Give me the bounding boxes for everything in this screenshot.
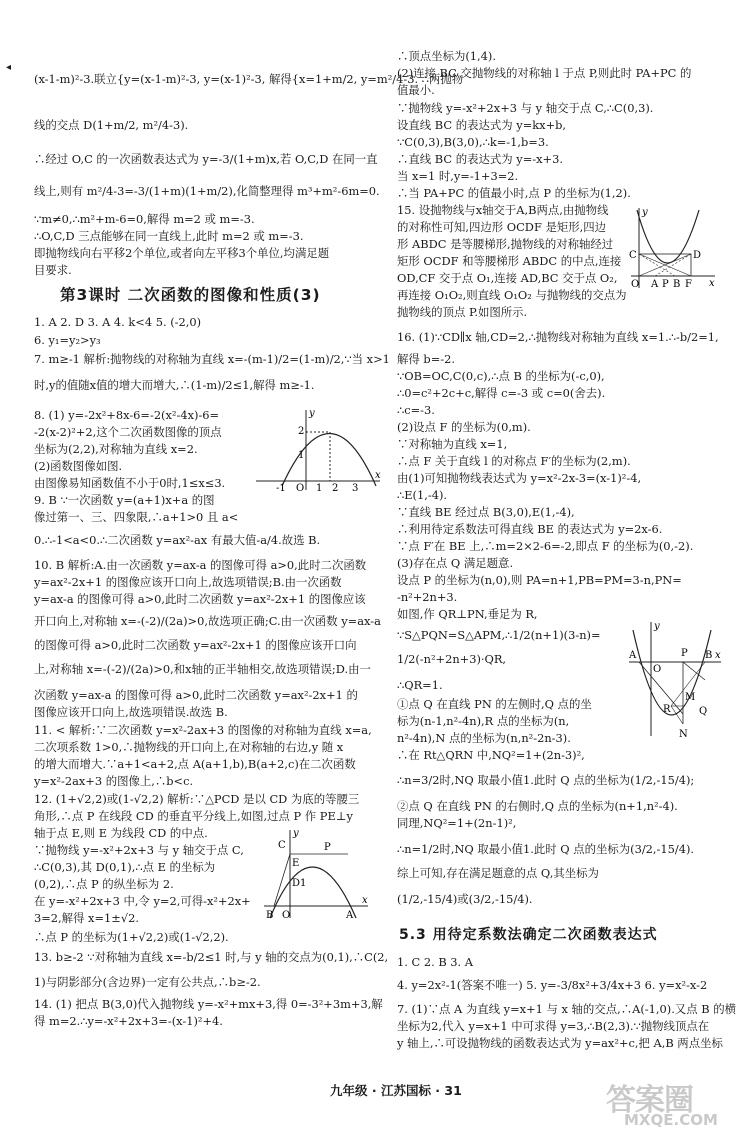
text-line: 形 ABDC 是等腰梯形,抛物线的对称轴经过 xyxy=(397,237,614,251)
text-line: 7. (1)∵点 A 为直线 y=x+1 与 x 轴的交点,∴A(-1,0).又点 B 的横 xyxy=(397,1002,736,1016)
parabola-figure-q15 xyxy=(629,206,719,290)
point-label: Q xyxy=(699,706,708,717)
text-line: ∴经过 O,C 的一次函数表达式为 y=-3/(1+m)x,若 O,C,D 在同一直 xyxy=(34,152,378,166)
point-label: N xyxy=(679,729,688,740)
watermark-text: 答案圈 xyxy=(606,1083,693,1118)
tick-label: 2 xyxy=(332,483,339,492)
text-line: 8. (1) y=-2x²+8x-6=-2(x²-4x)-6= xyxy=(34,408,220,422)
tick-label: 1 xyxy=(298,450,305,461)
text-line: 设直线 BC 的表达式为 y=kx+b, xyxy=(397,118,567,132)
text-line: ∴n=1/2时,NQ 取最小值1.此时 Q 点的坐标为(3/2,-15/4). xyxy=(397,842,695,856)
text-line: 开口向上,对称轴 x=-(-2)/(2a)>0,故选项正确;C.由一次函数 y=ax-a xyxy=(34,614,381,628)
text-line: ∴利用待定系数法可得直线 BE 的表达式为 y=2x-6. xyxy=(397,522,663,536)
tick-label: 2 xyxy=(298,426,305,437)
text-line: 线上,则有 m²/4-3=-3/(1+m)(1+m/2),化简整理得 m³+m²-6m=0. xyxy=(34,184,380,198)
text-line: -2(x-2)²+2,这个二次函数图像的顶点 xyxy=(34,425,222,439)
tick-label: -1 xyxy=(276,483,286,492)
text-line: ∵m≠0,∴m²+m-6=0,解得 m=2 或 m=-3. xyxy=(34,212,255,226)
text-line: 12. (1+√2,2)或(1-√2,2) 解析:∵△PCD 是以 CD 为底的等腰三 xyxy=(34,792,360,806)
text-line: 时,y的值随x值的增大而增大,∴(1-m)/2≤1,解得 m≥-1. xyxy=(34,378,315,392)
point-label: A xyxy=(629,650,637,661)
text-line: ②点 Q 在直线 PN 的右侧时,Q 点的坐标为(n+1,n²-4). xyxy=(397,799,678,813)
text-line: ∵对称轴为直线 x=1, xyxy=(397,437,508,451)
text-line: 即抛物线向右平移2个单位,或者向左平移3个单位,均满足题 xyxy=(34,246,330,260)
parabola-figure-q8 xyxy=(252,406,384,492)
text-line: 16. (1)∵CD∥x 轴,CD=2,∴抛物线对称轴为直线 x=1.∴-b/2=1, xyxy=(397,330,719,344)
text-line: 坐标为(2,2),对称轴为直线 x=2. xyxy=(34,442,198,456)
text-line: 矩形 OCDF 和等腰梯形 ABDC 的中点,连接 xyxy=(397,254,622,268)
text-line: 再连接 O₁O₂,则直线 O₁O₂ 与抛物线的交点为 xyxy=(397,288,627,302)
text-line: 由(1)可知抛物线表达式为 y=x²-2x-3=(x-1)²-4, xyxy=(397,471,642,485)
text-line: 同理,NQ²=1+(2n-1)², xyxy=(397,816,517,830)
axis-label: y xyxy=(654,621,660,632)
text-line: (0,2),∴点 P 的纵坐标为 2. xyxy=(34,877,174,891)
text-line: ∵OB=OC,C(0,c),∴点 B 的坐标为(-c,0), xyxy=(397,369,605,383)
text-line: ∴直线 BC 的表达式为 y=-x+3. xyxy=(397,152,563,166)
text-line: ∵直线 BE 经过点 B(3,0),E(1,-4), xyxy=(397,505,575,519)
text-line: 1/2(-n²+2n+3)·QR, xyxy=(397,652,507,666)
tick-label: 3 xyxy=(352,483,359,492)
point-label: E xyxy=(292,858,300,869)
point-label: C xyxy=(278,840,286,851)
text-line: 像过第一、三、四象限,∴a+1>0 且 a< xyxy=(34,510,239,524)
text-line: y=ax²-2x+1 的图像应该开口向上,故选项错误;B.由一次函数 xyxy=(34,575,342,589)
text-line: 的图像可得 a>0,此时二次函数 y=ax²-2x+1 的图像应该开口向 xyxy=(34,638,357,652)
watermark-url: MXQE.COM xyxy=(624,1111,718,1129)
text-line: 由图像易知函数值不小于0时,1≤x≤3. xyxy=(34,476,226,490)
text-line: 的对称性可知,四边形 OCDF 是矩形,四边 xyxy=(397,220,607,234)
point-label: P xyxy=(324,842,331,853)
text-line: 6. y₁=y₂>y₃ xyxy=(34,333,101,347)
axis-label: x xyxy=(362,895,368,906)
text-line: 线的交点 D(1+m/2, m²/4-3). xyxy=(34,118,189,132)
point-label: P xyxy=(681,648,688,659)
axis-label: x xyxy=(715,650,721,661)
text-line: 在 y=-x²+2x+3 中,令 y=2,可得-x²+2x+ xyxy=(34,894,251,908)
text-line: ∴点 P 的坐标为(1+√2,2)或(1-√2,2). xyxy=(34,930,229,944)
text-line: 次函数 y=ax-a 的图像可得 a>0,此时二次函数 y=ax²-2x+1 的 xyxy=(34,688,358,702)
text-line: 如图,作 QR⊥PN,垂足为 R, xyxy=(397,607,538,621)
text-line: 13. b≥-2 ∵对称轴为直线 x=-b/2≤1 时,与 y 轴的交点为(0,1),∴C(2, xyxy=(34,950,389,964)
parabola-figure-q16 xyxy=(627,620,723,740)
tick-label: 1 xyxy=(300,878,307,889)
text-line: ∴QR=1. xyxy=(397,678,443,692)
text-line: 4. y=2x²-1(答案不唯一) 5. y=-3/8x²+3/4x+3 6. y=x²-x-2 xyxy=(397,978,708,992)
text-line: 标为(n-1,n²-4n),R 点的坐标为(n, xyxy=(397,714,570,728)
text-line: 角形,∴点 P 在线段 CD 的垂直平分线上,如图,过点 P 作 PE⊥y xyxy=(34,809,353,823)
point-label: A xyxy=(651,279,659,290)
text-line: 综上可知,存在满足题意的点 Q,其坐标为 xyxy=(397,866,599,880)
text-line: 1. C 2. B 3. A xyxy=(397,955,474,969)
text-line: ∵C(0,3),B(3,0),∴k=-1,b=3. xyxy=(397,135,549,149)
margin-mark: ◂ xyxy=(6,62,12,73)
text-line: 上,对称轴 x=-(-2)/(2a)>0,和x轴的正半轴相交,故选项错误;D.由一 xyxy=(34,662,371,676)
text-line: y=ax-a 的图像可得 a>0,此时二次函数 y=ax²-2x+1 的图像应该 xyxy=(34,592,366,606)
text-line: y 轴上,∴可设抛物线的函数表达式为 y=ax²+c,把 A,B 两点坐标 xyxy=(397,1036,723,1050)
text-line: 目要求. xyxy=(34,263,72,277)
text-line: ∵抛物线 y=-x²+2x+3 与 y 轴交于点 C, xyxy=(34,843,244,857)
text-line: n²-4n),N 点的坐标为(n,n²-2n-3). xyxy=(397,731,571,745)
text-line: 0.∴-1<a<0.∴二次函数 y=ax²-ax 有最大值-a/4.故选 B. xyxy=(34,533,321,547)
text-line: ∴E(1,-4). xyxy=(397,488,448,502)
text-line: 9. B ∵一次函数 y=(a+1)x+a 的图 xyxy=(34,493,215,507)
text-line: 当 x=1 时,y=-1+3=2. xyxy=(397,169,519,183)
page-footer: 九年级 · 江苏国标 · 31 xyxy=(330,1083,462,1098)
text-line: ∴顶点坐标为(1,4). xyxy=(397,49,496,63)
text-line: 图像应该开口向上,故选项错误.故选 B. xyxy=(34,705,228,719)
text-line: ∴C(0,3),其 D(0,1),∴点 E 的坐标为 xyxy=(34,860,216,874)
text-line: 轴于点 E,则 E 为线段 CD 的中点. xyxy=(34,826,208,840)
axis-label: y xyxy=(293,828,299,839)
text-line: 抛物线的顶点 P.如图所示. xyxy=(397,305,528,319)
text-line: ∴在 Rt△QRN 中,NQ²=1+(2n-3)², xyxy=(397,748,585,762)
text-line: (2)函数图像如图. xyxy=(34,459,123,473)
text-line: 15. 设抛物线与x轴交于A,B两点,由抛物线 xyxy=(397,203,609,217)
text-line: -n²+2n+3. xyxy=(397,590,458,604)
point-label: M xyxy=(685,692,696,703)
text-line: ∴当 PA+PC 的值最小时,点 P 的坐标为(1,2). xyxy=(397,186,631,200)
text-line: 10. B 解析:A.由一次函数 y=ax-a 的图像可得 a>0,此时二次函数 xyxy=(34,558,367,572)
point-label: B xyxy=(705,650,713,661)
point-label: C xyxy=(629,250,637,261)
text-line: 二次项系数 1>0,∴抛物线的开口向上,在对称轴的右边,y 随 x xyxy=(34,740,344,754)
text-line: 1. A 2. D 3. A 4. k<4 5. (-2,0) xyxy=(34,315,202,329)
axis-label: x xyxy=(709,278,715,289)
text-line: (1/2,-15/4)或(3/2,-15/4). xyxy=(397,892,533,906)
text-line: ∴c=-3. xyxy=(397,403,435,417)
section-heading: 第3课时 二次函数的图像和性质(3) xyxy=(60,286,321,304)
parabola-figure-q12 xyxy=(262,826,372,922)
text-line: 设点 P 的坐标为(n,0),则 PA=n+1,PB=PM=3-n,PN= xyxy=(397,573,682,587)
point-label: D xyxy=(292,878,301,889)
text-line: 14. (1) 把点 B(3,0)代入抛物线 y=-x²+mx+3,得 0=-3²+3m+3,解 xyxy=(34,997,383,1011)
text-line: ①点 Q 在直线 PN 的左侧时,Q 点的坐 xyxy=(397,697,592,711)
section-heading: 5.3 用待定系数法确定二次函数表达式 xyxy=(399,927,658,943)
origin-label: O xyxy=(653,664,662,675)
text-line: (2)设点 F 的坐标为(0,m). xyxy=(397,420,531,434)
text-line: ∵抛物线 y=-x²+2x+3 与 y 轴交于点 C,∴C(0,3). xyxy=(397,101,654,115)
origin-label: O xyxy=(296,483,305,492)
text-line: OD,CF 交于点 O₁,连接 AD,BC 交于点 O₂, xyxy=(397,271,618,285)
text-line: (2)连接 BC 交抛物线的对称轴 l 于点 P,则此时 PA+PC 的 xyxy=(397,66,692,80)
point-label: R xyxy=(663,704,671,715)
origin-label: O xyxy=(282,910,291,921)
text-line: ∵点 F′在 BE 上,∴m=2×2-6=-2,即点 F 的坐标为(0,-2). xyxy=(397,539,694,553)
point-label: P xyxy=(662,279,669,290)
point-label: D xyxy=(693,250,702,261)
point-label: B xyxy=(266,910,274,921)
text-line: (x-1-m)²-3.联立{y=(x-1-m)²-3, y=(x-1)²-3, 解得{x=1+m/2, y=m²/4-3. ∴两抛物 xyxy=(34,72,464,86)
point-label: B xyxy=(673,279,681,290)
text-line: 7. m≥-1 解析:抛物线的对称轴为直线 x=-(m-1)/2=(1-m)/2,∵当 x>1 xyxy=(34,352,390,366)
axis-label: x xyxy=(375,470,381,481)
text-line: 1)与阴影部分(含边界)一定有公共点,∴b≥-2. xyxy=(34,975,261,989)
text-line: 值最小. xyxy=(397,83,435,97)
text-line: ∴0=c²+2c+c,解得 c=-3 或 c=0(舍去). xyxy=(397,386,606,400)
text-line: 11. < 解析:∵二次函数 y=x²-2ax+3 的图像的对称轴为直线 x=a, xyxy=(34,723,372,737)
text-line: 3=2,解得 x=1±√2. xyxy=(34,911,139,925)
text-line: ∴n=3/2时,NQ 取最小值1.此时 Q 点的坐标为(1/2,-15/4); xyxy=(397,773,695,787)
text-line: 坐标为2,代入 y=x+1 中可求得 y=3,∴B(2,3).∵抛物线顶点在 xyxy=(397,1019,710,1033)
text-line: ∵S△PQN=S△APM,∴1/2(n+1)(3-n)= xyxy=(397,628,601,642)
text-line: ∴点 F 关于直线 l 的对称点 F′的坐标为(2,m). xyxy=(397,454,631,468)
point-label: A xyxy=(346,910,354,921)
axis-label: y xyxy=(642,207,648,218)
text-line: (3)存在点 Q 满足题意. xyxy=(397,556,514,570)
axis-label: y xyxy=(309,408,315,419)
text-line: y=x²-2ax+3 的图像上,∴b<c. xyxy=(34,774,194,788)
text-line: ∴O,C,D 三点能够在同一直线上,此时 m=2 或 m=-3. xyxy=(34,229,304,243)
point-label: F xyxy=(685,279,692,290)
text-line: 的增大而增大.∵a+1<a+2,点 A(a+1,b),B(a+2,c)在二次函数 xyxy=(34,757,356,771)
tick-label: 1 xyxy=(316,483,323,492)
text-line: 解得 b=-2. xyxy=(397,352,455,366)
text-line: 得 m=2.∴y=-x²+2x+3=-(x-1)²+4. xyxy=(34,1014,223,1028)
origin-label: O xyxy=(631,279,640,290)
